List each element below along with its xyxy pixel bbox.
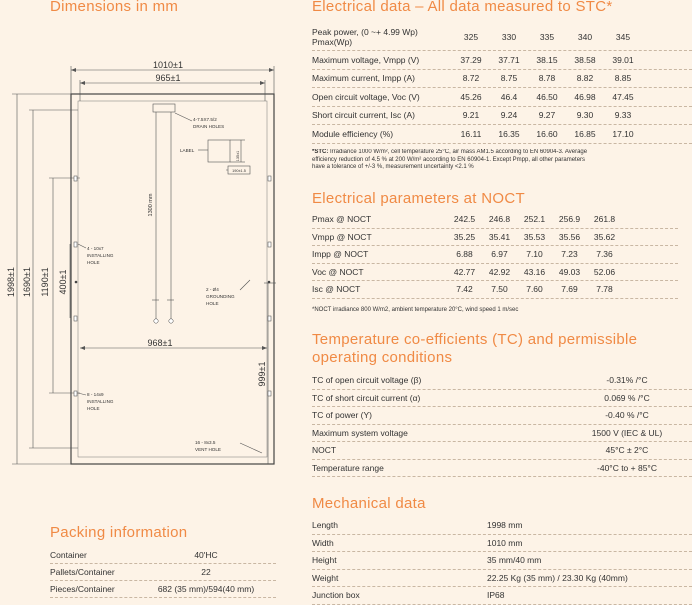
noct-cell: 7.50 <box>491 284 508 295</box>
mechanical-title: Mechanical data <box>312 495 426 512</box>
mechanical-label: Junction box <box>312 590 360 601</box>
noct-cell: 7.60 <box>526 284 543 295</box>
noct-cell: 52.06 <box>593 266 616 277</box>
noct-cell: 7.42 <box>456 284 473 295</box>
stc-row-label: Maximum voltage, Vmpp (V) <box>312 54 420 65</box>
packing-label: Pieces/Container <box>50 584 115 594</box>
stc-cell: 46.98 <box>574 91 596 102</box>
noct-footnote: *NOCT irradiance 800 W/m2, ambient temperature 20°C, wind speed 1 m/sec <box>312 307 519 313</box>
temperature-label: TC of short circuit current (α) <box>312 392 421 403</box>
table-row <box>312 107 692 126</box>
noct-cell: 7.78 <box>596 284 613 295</box>
noct-cell: 261.8 <box>593 214 616 225</box>
drain-label-2: DRAIN HOLES <box>193 124 225 129</box>
stc-cell: 8.78 <box>538 73 556 84</box>
temperature-value: -0.31% /°C <box>606 375 648 386</box>
table-row <box>50 547 276 564</box>
temperature-label: Maximum system voltage <box>312 427 408 438</box>
table-row <box>312 229 678 247</box>
noct-cell: 246.8 <box>488 214 511 225</box>
stc-row-label: Open circuit voltage, Voc (V) <box>312 91 420 102</box>
table-row <box>312 425 692 443</box>
stc-cell: 46.4 <box>500 91 518 102</box>
table-row <box>312 517 692 535</box>
length-total-label: 1998±1 <box>6 267 16 297</box>
install1-label-1: 4 - 10x7 <box>87 246 104 251</box>
width-outer-label: 1010±1 <box>153 60 183 70</box>
stc-cell: 45.26 <box>460 91 482 102</box>
vent-label-1: 16 - 8x3.5 <box>195 440 216 445</box>
table-row <box>312 246 678 264</box>
table-row <box>312 211 678 229</box>
stc-cell: 16.35 <box>498 128 520 139</box>
install1-label-3: HOLE <box>87 260 100 265</box>
electrical-stc-title: Electrical data – All data measured to STC* <box>312 0 613 15</box>
noct-title: Electrical parameters at NOCT <box>312 190 525 207</box>
ground-label-3: HOLE <box>206 301 219 306</box>
table-row <box>312 125 692 144</box>
noct-cell: 7.23 <box>561 249 578 260</box>
noct-cell: 42.77 <box>453 266 476 277</box>
ground-label-1: 2 - Ø4 <box>206 287 219 292</box>
stc-cell: 38.15 <box>536 54 558 65</box>
table-row <box>312 390 692 408</box>
table-row <box>312 460 692 478</box>
install2-label-1: 8 - 14x9 <box>87 392 104 397</box>
stc-cell: 16.60 <box>536 128 558 139</box>
packing-label: Pallets/Container <box>50 567 115 577</box>
stc-cell: 9.21 <box>462 110 480 121</box>
table-row <box>312 407 692 425</box>
noct-cell: 42.92 <box>488 266 511 277</box>
stc-column-header: 335 <box>539 31 555 42</box>
table-row <box>312 88 692 107</box>
packing-title: Packing information <box>50 524 188 541</box>
vent-label-2: VENT HOLE <box>195 447 221 452</box>
table-row <box>312 51 692 70</box>
stc-footnote-prefix: *STC: <box>312 149 329 155</box>
stc-cell: 46.50 <box>536 91 558 102</box>
stc-footnote-line1: Irradiance 1000 W/m², cell temperature 25°C, air mass AM1.5 according to EN 60904-3. Average <box>328 149 588 155</box>
electrical-stc-table <box>312 23 692 144</box>
length-400-label: 400±1 <box>58 269 68 295</box>
table-row <box>312 70 692 89</box>
mechanical-value: 22.25 Kg (35 mm) / 23.30 Kg (40mm) <box>487 572 628 583</box>
stc-cell: 8.85 <box>614 73 632 84</box>
stc-cell: 17.10 <box>612 128 634 139</box>
stc-cell: 37.29 <box>460 54 482 65</box>
noct-cell: 35.62 <box>593 231 616 242</box>
packing-label: Container <box>50 550 87 560</box>
noct-cell: 252.1 <box>523 214 546 225</box>
noct-row-label: Impp @ NOCT <box>312 249 369 260</box>
noct-row-label: Vmpp @ NOCT <box>312 231 372 242</box>
stc-cell: 47.45 <box>612 91 634 102</box>
packing-value: 22 <box>201 567 211 577</box>
label-dim2: 190±1.5 <box>232 169 246 173</box>
packing-value: 682 (35 mm)/594(40 mm) <box>157 584 255 594</box>
noct-cell: 256.9 <box>558 214 581 225</box>
noct-row-label: Isc @ NOCT <box>312 284 361 295</box>
cable-length-label: 1300 mm <box>148 193 154 217</box>
stc-cell: 8.82 <box>576 73 594 84</box>
table-row <box>312 442 692 460</box>
table-row <box>312 281 678 299</box>
temperature-table <box>312 372 692 477</box>
temperature-value: 45°C ± 2°C <box>605 445 649 456</box>
noct-cell: 43.16 <box>523 266 546 277</box>
noct-cell: 7.69 <box>561 284 578 295</box>
temperature-label: NOCT <box>312 445 337 456</box>
table-row <box>312 535 692 553</box>
table-row <box>312 264 678 282</box>
stc-cell: 39.01 <box>612 54 634 65</box>
stc-column-header: 330 <box>501 31 517 42</box>
label-dim1: 135±1 <box>236 150 240 162</box>
mechanical-value: 1010 mm <box>487 537 523 548</box>
packing-value: 40'HC <box>194 550 218 560</box>
stc-cell: 38.58 <box>574 54 596 65</box>
table-row <box>312 372 692 390</box>
stc-row-label: Maximum current, Impp (A) <box>312 73 415 84</box>
temperature-title-line1: Temperature co-efficients (TC) and permissible <box>312 331 638 348</box>
noct-cell: 35.56 <box>558 231 581 242</box>
table-row <box>312 570 692 588</box>
stc-cell: 37.71 <box>498 54 520 65</box>
noct-row-label: Pmax @ NOCT <box>312 214 372 225</box>
install1-label-2: INSTALLING <box>87 253 114 258</box>
drain-label-1: 4-7.5X7.5/2 <box>193 117 217 122</box>
table-header-row <box>312 23 692 51</box>
dimensions-title: Dimensions in mm <box>50 0 179 15</box>
width-inner-label: 965±1 <box>155 73 181 83</box>
mechanical-value: IP68 <box>487 590 505 601</box>
panel-dimension-drawing <box>0 0 300 600</box>
install2-label-2: INSTALLING <box>87 399 114 404</box>
mechanical-label: Length <box>312 520 338 531</box>
packing-table <box>50 547 276 598</box>
mechanical-label: Weight <box>312 572 339 583</box>
table-row <box>312 587 692 605</box>
panel-frame <box>71 94 274 464</box>
stc-footnote-line3: have a tolerance of +/-3 %, measurement uncertainty <2.1 % <box>312 164 474 170</box>
temperature-title-line2: operating conditions <box>312 349 453 366</box>
temperature-value: -40°C to + 85°C <box>597 462 657 473</box>
length-1190-label: 1190±1 <box>40 267 50 297</box>
temperature-value: -0.40 % /°C <box>605 410 649 421</box>
stc-column-header: 325 <box>463 31 479 42</box>
stc-row-label: Module efficiency (%) <box>312 128 394 139</box>
stc-footnote-line2: efficiency reduction of 4.5 % at 200 W/m² according to EN 60904-1. Except Pmpp, all other parameters <box>312 156 586 163</box>
ground-label-2: GROUNDING <box>206 294 235 299</box>
temperature-label: TC of power (Y) <box>312 410 372 421</box>
stc-cell: 9.33 <box>614 110 632 121</box>
stc-column-header: 340 <box>577 31 593 42</box>
noct-cell: 35.53 <box>523 231 546 242</box>
mechanical-label: Height <box>312 555 337 566</box>
mechanical-value: 1998 mm <box>487 520 523 531</box>
label-tag: LABEL <box>180 148 195 153</box>
stc-cell: 9.30 <box>576 110 594 121</box>
mechanical-table <box>312 517 692 605</box>
stc-cell: 8.75 <box>500 73 518 84</box>
temperature-label: Temperature range <box>312 462 384 473</box>
mechanical-label: Width <box>312 537 334 548</box>
length-999-label: 999±1 <box>257 361 267 387</box>
temperature-title <box>312 331 637 367</box>
noct-cell: 7.36 <box>596 249 613 260</box>
noct-cell: 6.97 <box>491 249 508 260</box>
stc-cell: 9.24 <box>500 110 518 121</box>
noct-cell: 49.03 <box>558 266 581 277</box>
table-row <box>50 564 276 581</box>
temperature-value: 0.069 % /°C <box>604 392 650 403</box>
stc-footnote <box>312 149 692 172</box>
length-1690-label: 1690±1 <box>22 267 32 297</box>
noct-cell: 35.41 <box>488 231 511 242</box>
noct-cell: 35.25 <box>453 231 476 242</box>
temperature-value: 1500 V (IEC & UL) <box>591 427 663 438</box>
noct-cell: 7.10 <box>526 249 543 260</box>
table-row <box>312 552 692 570</box>
noct-cell: 242.5 <box>453 214 476 225</box>
table-row <box>50 581 276 598</box>
width-mid-label: 968±1 <box>147 338 173 348</box>
temperature-label: TC of open circuit voltage (β) <box>312 375 422 386</box>
mechanical-value: 35 mm/40 mm <box>487 555 542 566</box>
stc-cell: 16.11 <box>460 128 482 139</box>
stc-column-header: 345 <box>615 31 631 42</box>
stc-cell: 8.72 <box>462 73 480 84</box>
noct-row-label: Voc @ NOCT <box>312 266 364 277</box>
noct-cell: 6.88 <box>456 249 473 260</box>
stc-cell: 16.85 <box>574 128 596 139</box>
stc-row-label: Short circuit current, Isc (A) <box>312 110 415 121</box>
install2-label-3: HOLE <box>87 406 100 411</box>
stc-cell: 9.27 <box>538 110 556 121</box>
stc-header-label: Peak power, (0 ~+ 4.99 Wp) Pmax(Wp) <box>312 26 418 47</box>
noct-table <box>312 211 678 299</box>
